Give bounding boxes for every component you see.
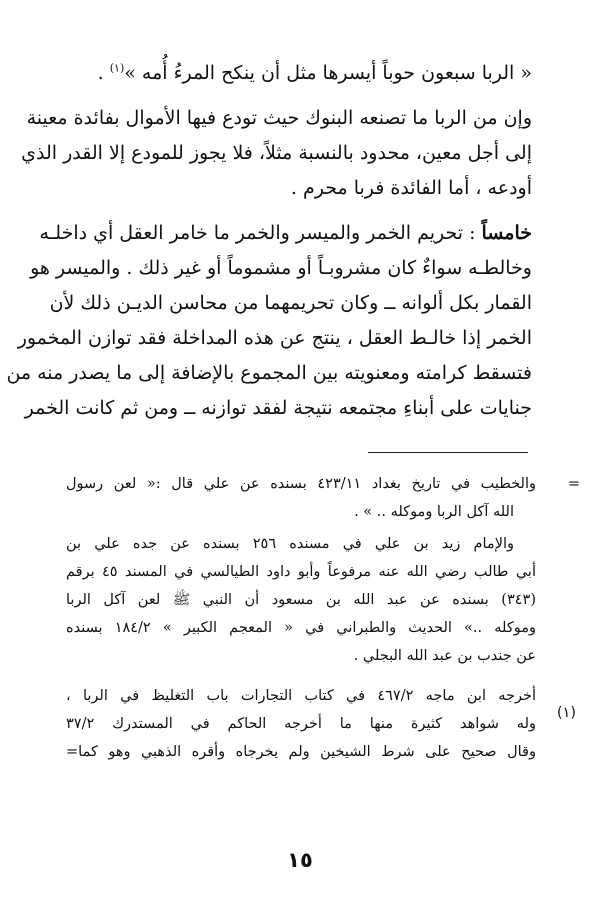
footnote-line: وقال صحيح على شرط الشيخين ولم يخرجاه وأقره الذهبي وهو كما= (66, 744, 536, 760)
footnote-line: (٣٤٣) بسنده عن عبد الله بن مسعود أن النبي ﷺ لعن آكل الربا (66, 592, 536, 608)
text-line: وخالطـه سواءٌ كان مشروبـاً أو مشموماً أو غير ذلك . والميسر هو (30, 257, 532, 279)
footnote-line: وله شواهد كثيرة منها ما أخرجه الحاكم في المستدرك ٣٧/٢ (66, 716, 536, 732)
page-number: ١٥ (287, 848, 313, 872)
text-line: « الربا سبعون حوباً أيسرها مثل أن ينكح المرءُ أُمه »$^{(١)}$ . (97, 61, 532, 84)
text-line: جنايات على أبناءِ مجتمعه نتيجة لفقد توازنه ــ ومن ثم كانت الخمر (24, 397, 532, 419)
footnotes (66, 470, 580, 766)
text-line: الخمر إذا خالـط العقل ، ينتج عن هذه المداخلة فقد توازن المخمور (17, 327, 532, 349)
text-line: فتسقط كرامته ومعنويته بين المجموع بالإضافة إلى ما يصدر منه من (6, 362, 532, 384)
footnote-line: والإمام زيد بن علي في مسنده ٢٥٦ بسنده عن جده علي بن (66, 536, 515, 552)
text-line: إلى أجل معين، محدود بالنسبة مثلاً، فلا يجوز للمودع إلا القدر الذي (21, 142, 532, 164)
text-line: وإن من الربا ما تصنعه البنوك حيث تودع فيها الأموال بفائدة معينة (26, 107, 532, 129)
continuation-marker: = (567, 476, 580, 492)
footnote-line: وموكله ..» الحديث والطبراني في « المعجم الكبير » ١٨٤/٢ بسنده (66, 620, 537, 636)
section-heading: خامساً (481, 222, 532, 244)
footnote-separator (368, 452, 528, 453)
text-line: أودعه ، أما الفائدة فربا محرم . (290, 177, 532, 199)
text-line: خامساً : تحريم الخمر والميسر والخمر ما خامر العقل أي داخلـه (39, 222, 532, 244)
footnote-line: الله آكل الربا وموكله .. » . (354, 504, 514, 520)
main-text (6, 56, 532, 426)
text-line: القمار بكل ألوانه ــ وكان تحريمهما من محاسن الديـن ذلك لأن (49, 292, 532, 314)
footnote-number: (١) (556, 705, 576, 721)
footnote-reference[interactable]: (١) (109, 61, 125, 75)
footnote-line: أبي طالب رضي الله عنه مرفوعاً وأبو داود الطيالسي في المسند ٤٥ برقم (66, 564, 536, 580)
footnote-line: والخطيب في تاريخ بغداد ٤٢٣/١١ بسنده عن علي قال :« لعن رسول (66, 476, 537, 492)
footnote-line: عن جندب بن عبد الله البجلي . (353, 648, 536, 664)
footnote-line: أخرجه ابن ماجه ٤٦٧/٢ في كتاب التجارات باب التغليظ في الربا ، (66, 688, 536, 704)
